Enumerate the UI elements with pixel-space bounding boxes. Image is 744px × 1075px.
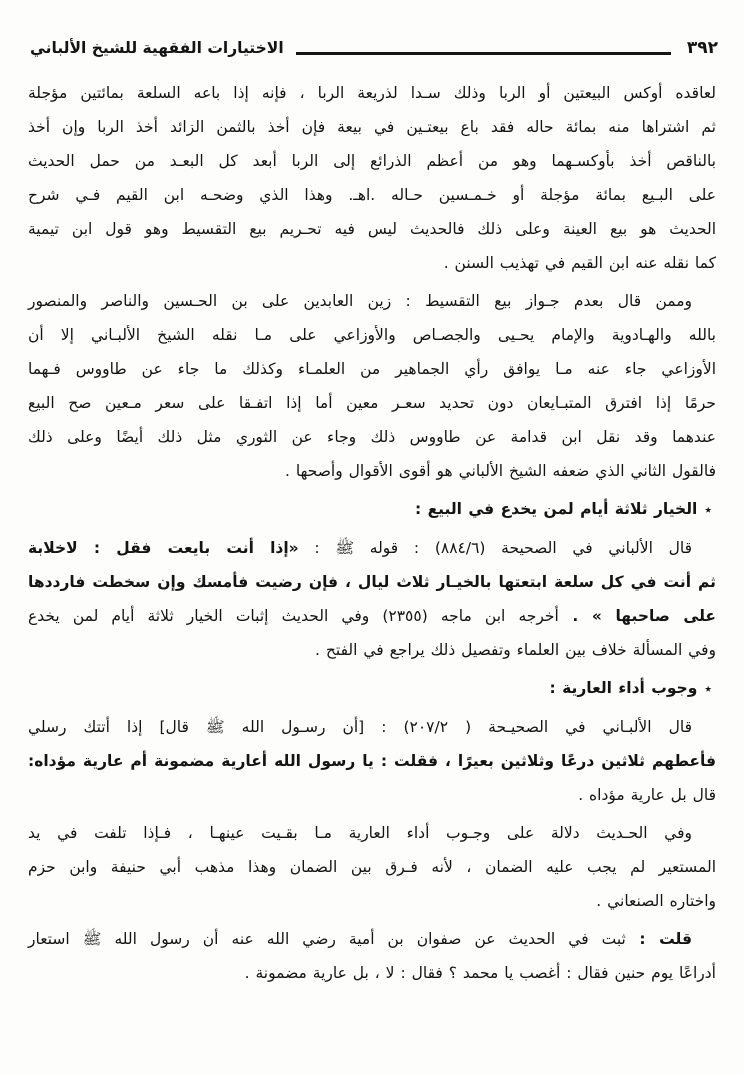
paragraph-4 (28, 710, 716, 812)
page-header (0, 0, 744, 60)
citation-text: قال الألباني في الصحيحة (٨٨٤/٦) : قوله ﷺ : (298, 539, 692, 557)
hadith-text: على صاحبها » . (558, 607, 717, 625)
page-content (0, 76, 744, 990)
star-bullet-icon: ٭ (704, 681, 712, 697)
section-heading-khiyar (28, 492, 716, 527)
text-line: فالقول الثاني الذي ضعفه الشيخ الألباني هو أقوى الأقوال وأصحها . (285, 462, 716, 480)
text-line: كما نقله عنه ابن القيم في تهذيب السنن . (443, 254, 716, 272)
text-line: بالله والهـادوية والإمام يحـيى والجصـاص والأوزاعي على مـا نقله الشيخ الألبـاني إلا أن (28, 326, 716, 344)
text-line: وفي المسألة خلاف بين العلماء وتفصيل ذلك يراجع في الفتح . (315, 641, 716, 659)
text-line: المستعير لم يجب عليه الضمان ، لأنه فـرق بين الضمان وهذا مذهب أبي حنيفة وابن حزم (28, 858, 716, 876)
heading-text: الخيار ثلاثة أيام لمن يخدع في البيع : (414, 500, 698, 518)
header-rule (296, 52, 671, 55)
text-line: لعاقده أوكس البيعتين أو الربا وذلك سـدا لذريعة الربا ، فإنه إذا باعه السلعة بمائتين مؤجلة (28, 84, 716, 102)
text-line: بالناقص أخذ بأوكسـهما وهو من أعظم الذرائع إلى الربا أبعد كل البعـد من حمل الحديث (28, 152, 716, 170)
text-line (28, 922, 716, 956)
text-line: قال الألبـاني في الصحيـحة ( ٢٠٧/٢) : [أن رسـول الله ﷺ قال] إذا أتتك رسلي (28, 718, 692, 736)
heading-text: وجوب أداء العارية : (549, 679, 698, 697)
text-line: وممن قال بعدم جـواز بيع التقسيط : زين العابدين على بن الحـسين والناصر والمنصور (28, 292, 692, 310)
text-line: ثم اشتراها منه بمائة حاله فقد باع بيعتـين في بيعة فإن أخذ بالثمن الزائد أخذ الربا وإن أخذ (28, 118, 716, 136)
text-line: قال بل عارية مؤداه . (578, 786, 716, 804)
paragraph-6 (28, 922, 716, 990)
text-line: أدراعًا يوم حنين فقال : أغصب يا محمد ؟ فقال : لا ، بل عارية مضمونة . (244, 964, 716, 982)
hadith-text: «إذا أنت بايعت فقل : لاخلابة (28, 539, 299, 557)
text-line: الحديث هو بيع العينة وعلى ذلك فالحديث ليس فيه تحـريم بيع التقسيط وهو قول ابن تيمية (28, 220, 716, 238)
section-heading-ariyah (28, 671, 716, 706)
hadith-text-line: فأعطهم ثلاثين درعًا وثلاثين بعيرًا ، فقلت : يا رسول الله أعارية مضمونة أم عارية مؤداه: (28, 752, 716, 770)
paragraph-5 (28, 816, 716, 918)
book-title: الاختيارات الفقهية للشيخ الألباني (30, 39, 284, 57)
text-line (28, 599, 716, 633)
takhrij-text: أخرجه ابن ماجه (٢٣٥٥) وفي الحديث إثبات الخيار ثلاثة أيام لمن يخدع (28, 607, 559, 625)
text-line (28, 531, 716, 565)
text-line: الأوزاعي جاء عنه مـا يوافق رأي الجماهير من العلمـاء وكذلك ما جاء عن طاووس فـهما (28, 360, 716, 378)
page-number: ٣٩٢ (686, 38, 718, 58)
text-line: وفي الحـديث دلالة على وجـوب أداء العارية مـا بقـيت عينهـا ، فـإذا تلفت في يد (28, 824, 692, 842)
paragraph-2 (28, 284, 716, 488)
text-line: على البـيع بمائة مؤجلة أو خـمـسين حـاله .اهـ. وهذا الذي وضحـه ابن القيم فـي شرح (28, 186, 716, 204)
qultu-marker: قلت : (625, 930, 692, 948)
text-line: حرمًا إذا افترق المتبـايعان دون تحديد سعـر معين أما إذا اتفـقا على سعر مـعين صح البيع (28, 394, 716, 412)
body-text: ثبت في الحديث عن صفوان بن أمية رضي الله عنه أن رسول الله ﷺ استعار (28, 930, 626, 948)
text-line: عندهما وقد نقل ابن قدامة عن طاووس ذلك وجاء عن الثوري مثل ذلك أيضًا وعلى ذلك (28, 428, 716, 446)
paragraph-1 (28, 76, 716, 280)
paragraph-3 (28, 531, 716, 667)
text-line: واختاره الصنعاني . (596, 892, 716, 910)
hadith-text-line: ثم أنت في كل سلعة ابتعتها بالخيـار ثلاث ليال ، فإن رضيت فأمسك وإن سخطت فارددها (28, 573, 716, 591)
star-bullet-icon: ٭ (704, 502, 712, 518)
